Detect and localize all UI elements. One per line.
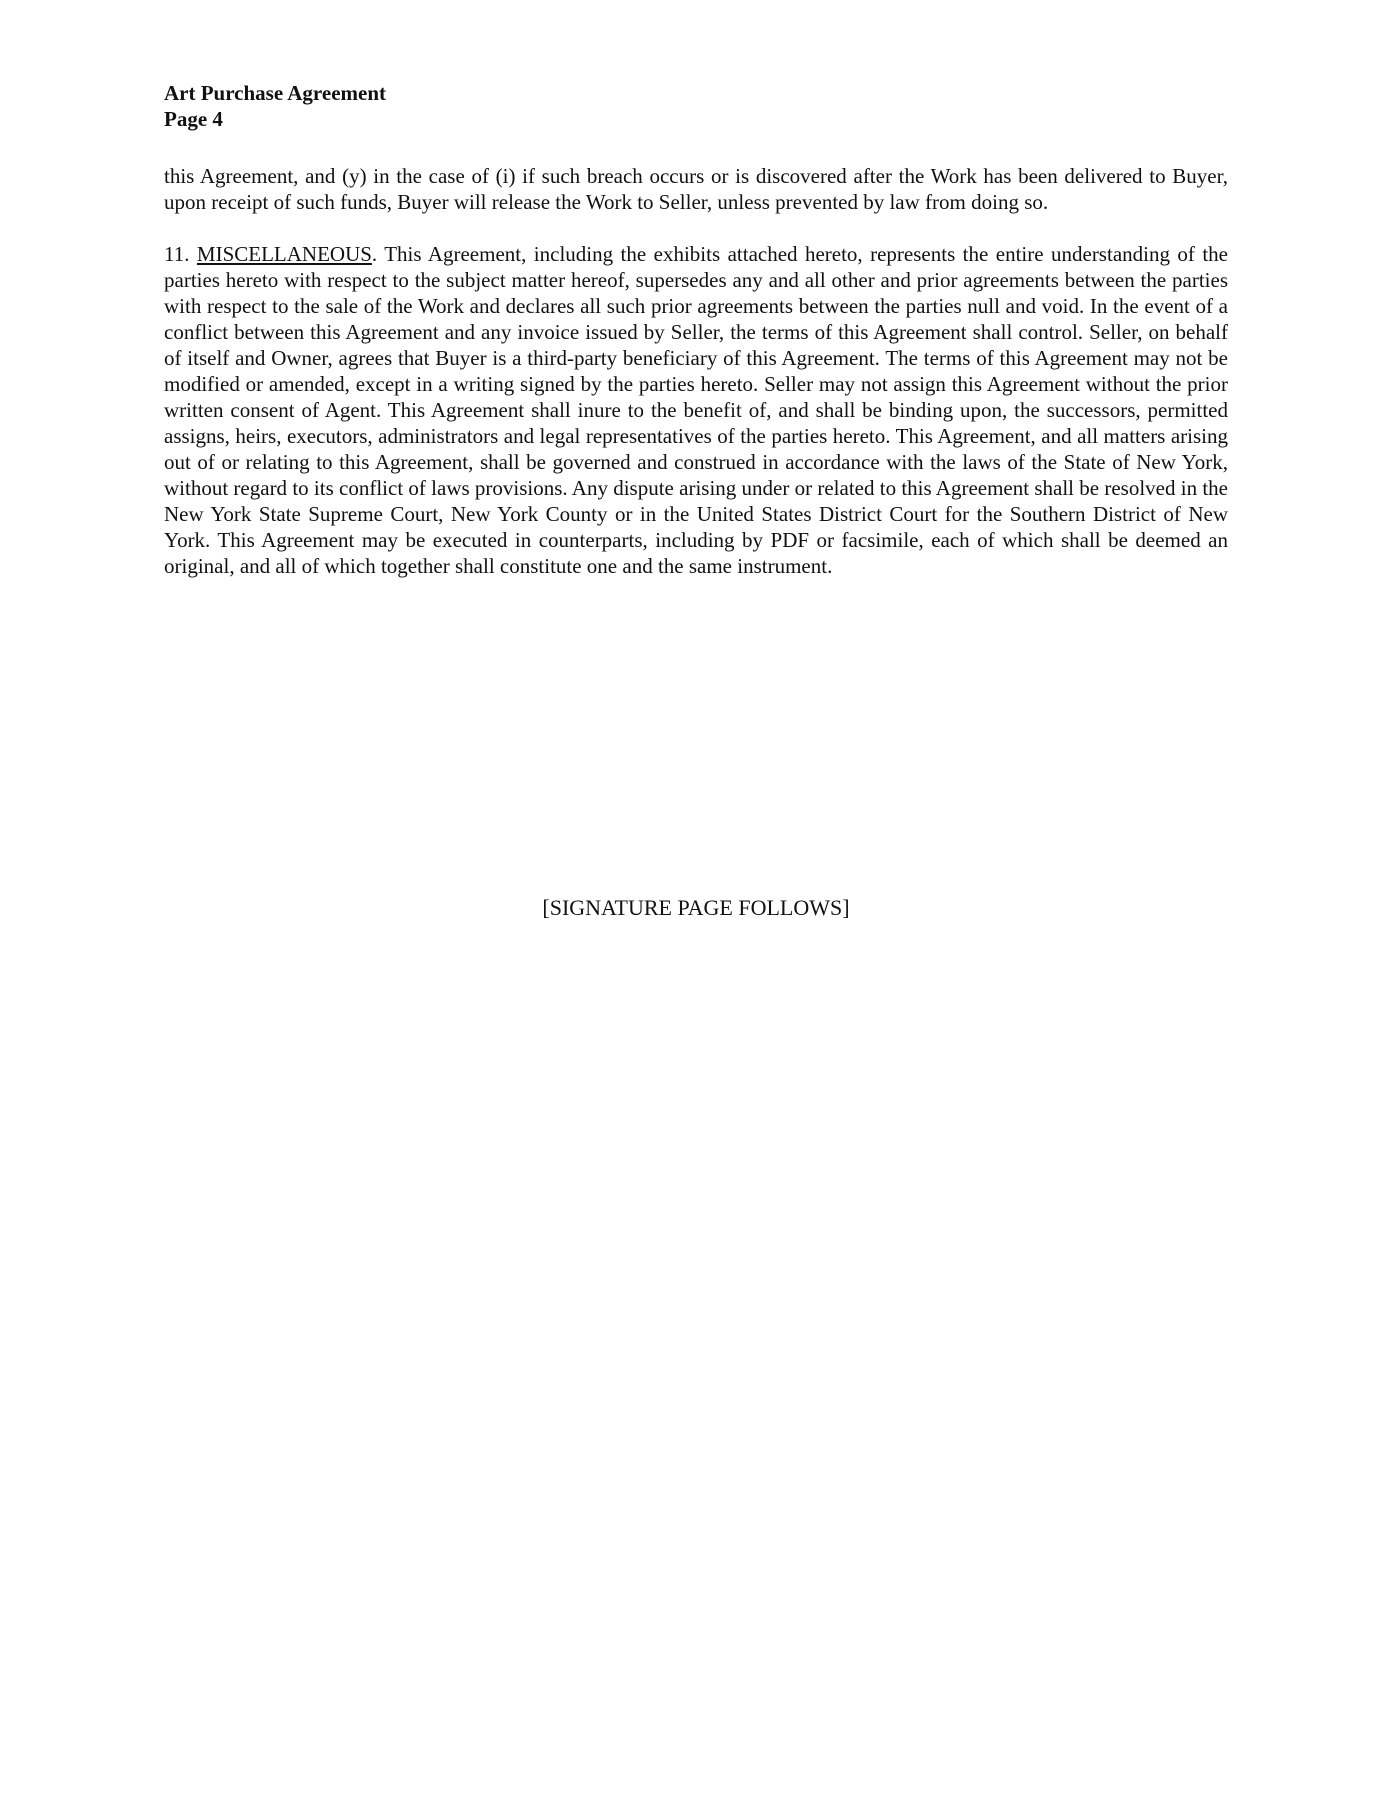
miscellaneous-paragraph <box>164 241 1228 579</box>
signature-page-notice: [SIGNATURE PAGE FOLLOWS] <box>542 895 850 920</box>
document-title: Art Purchase Agreement <box>164 81 386 105</box>
section-heading: MISCELLANEOUS <box>196 242 372 266</box>
section-body: . This Agreement, including the exhibits attached hereto, represents the entire understanding of the parties hereto with respect to the subject matter hereof, supersedes any and all other and prior agreements between the parties with respect to the sale of the Work and declares all such prior agreements between the parties null and void. In the event of a conflict between this Agreement and any invoice issued by Seller, the terms of this Agreement shall control. Seller, on behalf of itself and Owner, agrees that Buyer is a third-party beneficiary of this Agreement. The terms of this Agreement may not be modified or amended, except in a writing signed by the parties hereto. Seller may not assign this Agreement without the prior written consent of Agent. This Agreement shall inure to the benefit of, and shall be binding upon, the successors, permitted assigns, heirs, executors, administrators and legal representatives of the parties hereto. This Agreement, and all matters arising out of or relating to this Agreement, shall be governed and construed in accordance with the laws of the State of New York, without regard to its conflict of laws provisions. Any dispute arising under or related to this Agreement shall be resolved in the New York State Supreme Court, New York County or in the United States District Court for the Southern District of New York. This Agreement may be executed in counterparts, including by PDF or facsimile, each of which shall be deemed an original, and all of which together shall constitute one and the same instrument. <box>164 242 1228 578</box>
section-number: 11. <box>164 242 197 266</box>
continued-paragraph: this Agreement, and (y) in the case of (i) if such breach occurs or is discovered after the Work has been delivered to Buyer, upon receipt of such funds, Buyer will release the Work to Seller, unless prevented by law from doing so. <box>164 164 1228 214</box>
page-number: Page 4 <box>164 107 223 131</box>
page-header <box>164 80 386 132</box>
